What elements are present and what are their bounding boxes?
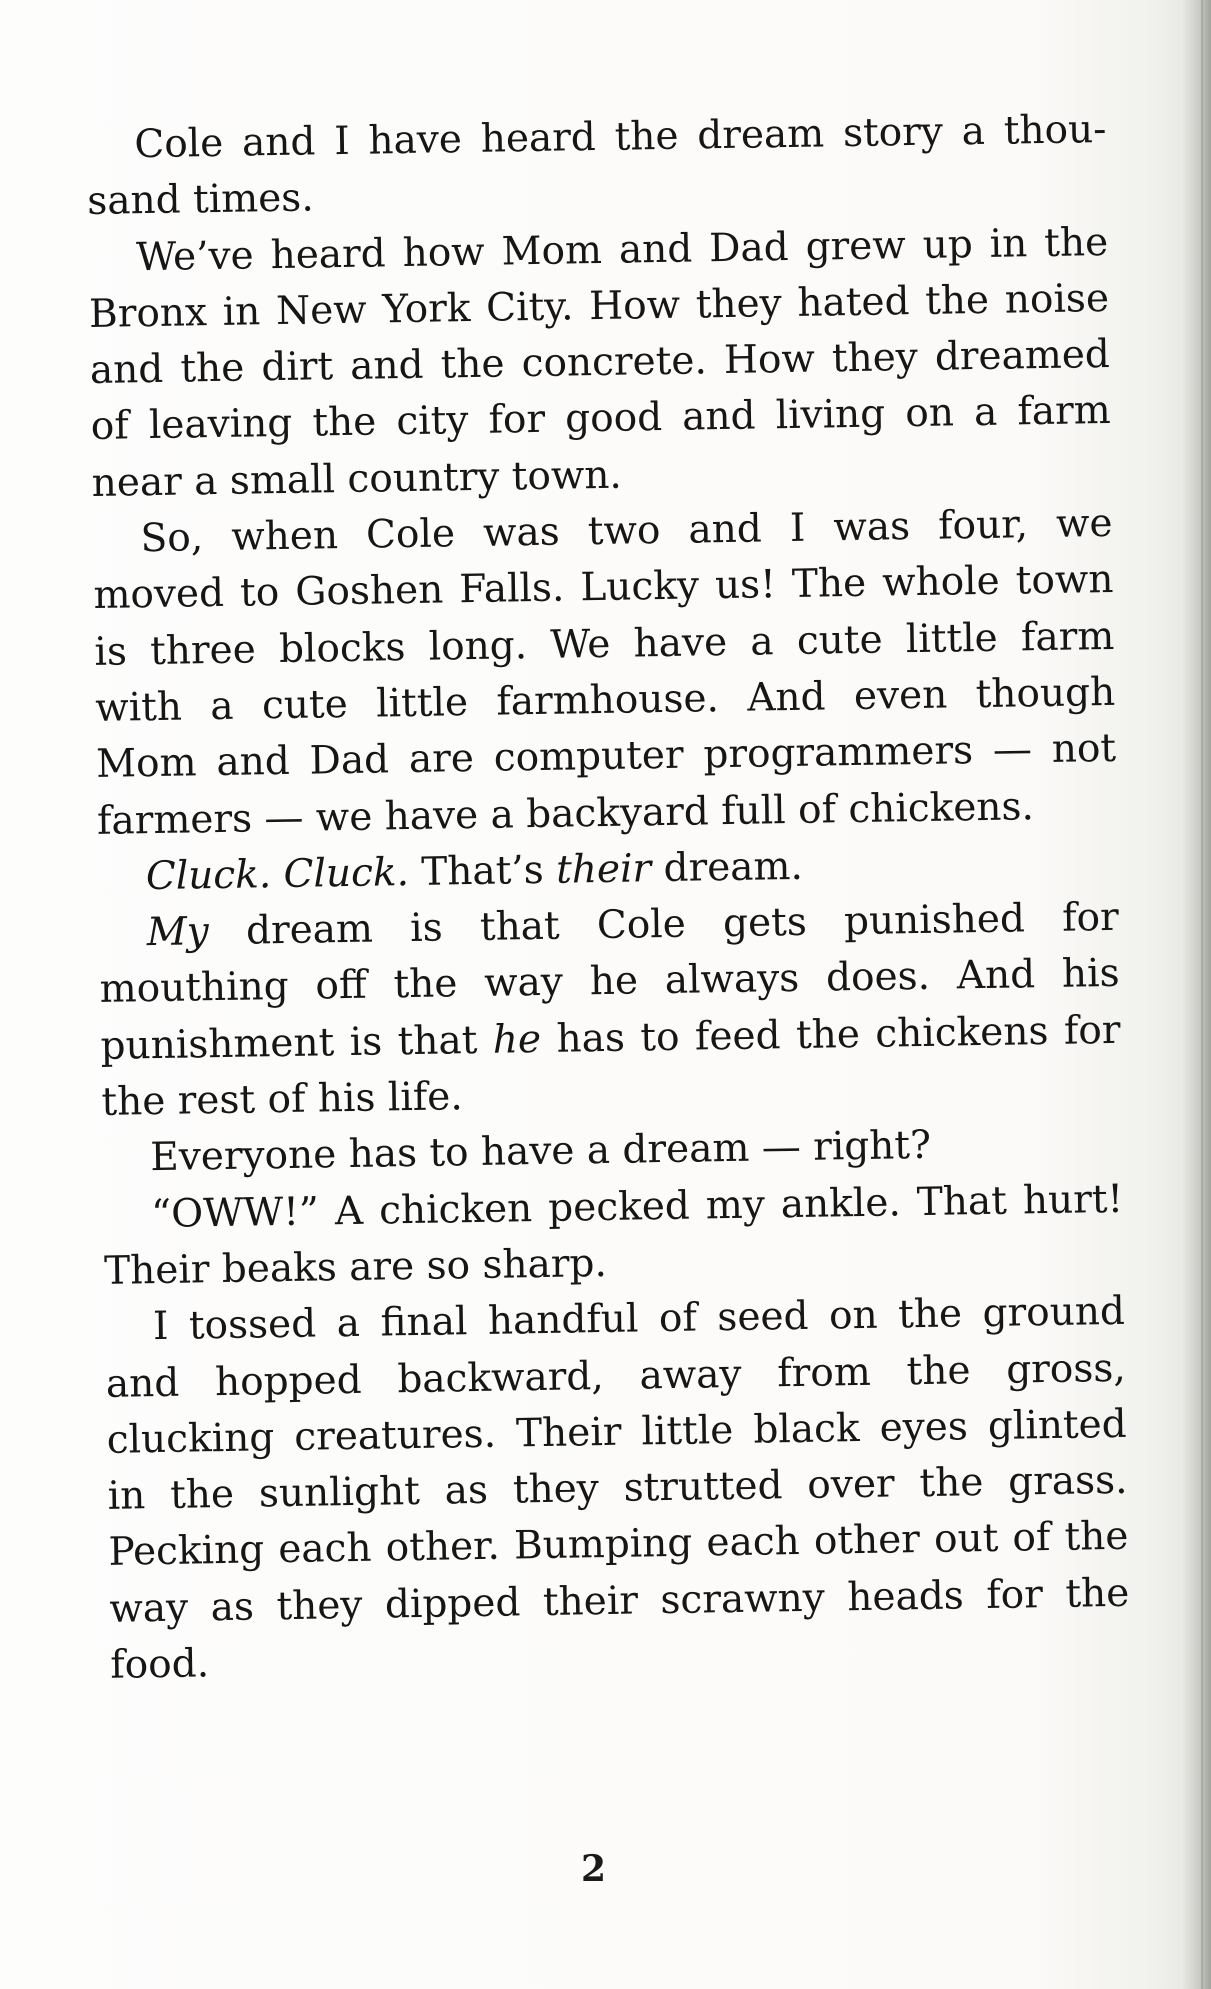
emphasis-text: Cluck. Cluck.: [145, 849, 410, 900]
text-run: That’s: [408, 847, 557, 895]
paragraph: [105, 1284, 1131, 1694]
paragraph: [103, 1171, 1125, 1300]
emphasis-text: My: [146, 909, 210, 956]
text-run: I tossed a final handful of seed on the ground and hopped backward, away from the gross, clucking creatures. Their little black eyes glinted in the sunlight as they strutted over the grass. Pecking each other. Bumping each other out of the way as they dipped their scrawny heads for the food.: [105, 1289, 1130, 1688]
text-run: has to feed the chickens for the rest of his life.: [101, 1007, 1121, 1125]
story-text: [86, 102, 1131, 1694]
paragraph: [88, 215, 1112, 512]
spine-edge: [1201, 0, 1203, 1989]
text-run: “OWW!” A chicken pecked my ankle. That hurt! Their beaks are so sharp.: [103, 1176, 1124, 1294]
paragraph: [92, 496, 1117, 850]
text-run: dream.: [650, 843, 804, 892]
paragraph: [86, 102, 1108, 231]
paragraph: [98, 890, 1121, 1131]
page-number-label: 2: [580, 1848, 607, 1890]
page-number: [0, 1848, 1211, 1890]
text-run: We’ve heard how Mom and Dad grew up in the Bronx in New York City. How they hated the noise and the dirt and the concrete. How they dreamed of leaving the city for good and living on a farm near a small country town.: [88, 219, 1112, 506]
emphasis-text: their: [555, 846, 652, 893]
text-run: So, when Cole was two and I was four, we moved to Goshen Falls. Lucky us! The whole town is three blocks long. We have a cute little farm with a cute little farmhouse. And even though Mom and Dad are computer programmers — not farmers — we have a backyard full of chickens.: [93, 501, 1117, 844]
spine-shadow: [1181, 0, 1211, 1989]
emphasis-text: he: [492, 1016, 542, 1063]
text-run: Cole and I have heard the dream story a thousand times.: [86, 106, 1107, 225]
text-run: Everyone has to have a dream — right?: [149, 1123, 932, 1181]
text-run: dream is that Cole gets punished for mouthing off the way he always does. And his punishment is that: [99, 895, 1120, 1069]
